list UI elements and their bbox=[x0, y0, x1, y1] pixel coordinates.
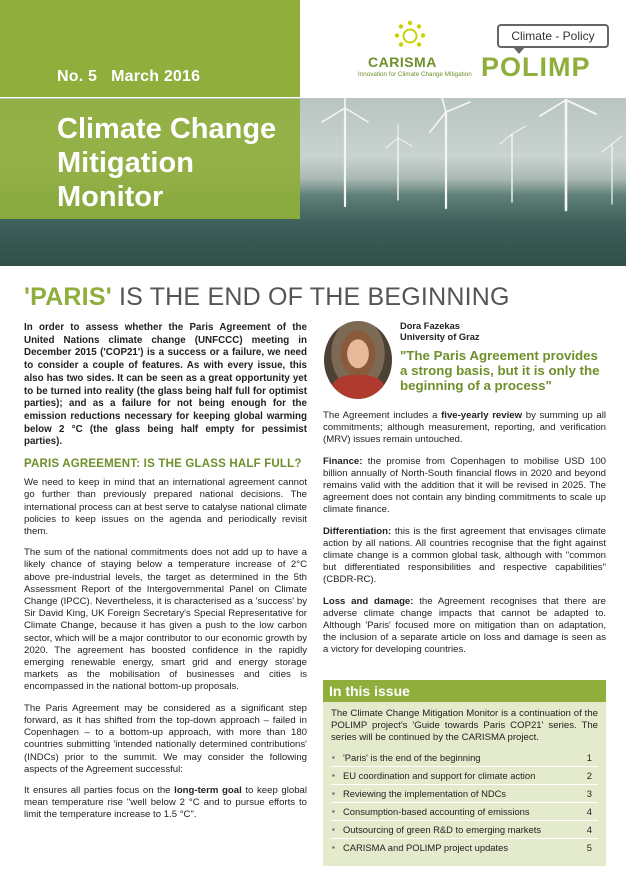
carisma-tagline: Innovation for Climate Change Mitigation bbox=[358, 71, 472, 78]
in-this-issue-intro: The Climate Change Mitigation Monitor is a continuation of the POLIMP project's 'Guide towards Paris COP21' series. The series will be continued by the CARISMA project. bbox=[331, 708, 598, 744]
contents-item-page: 4 bbox=[586, 823, 592, 835]
contents-item-label: EU coordination and support for climate action bbox=[343, 769, 536, 781]
contents-item[interactable] bbox=[331, 839, 598, 857]
loss-damage-text: the Agreement recognises that there are adverse climate change impacts that cannot be adapted to. Although 'Paris' focused more on mitigation than on adaptation, the inclusion of a separate article on loss and damage is seen as a victory for developing countries. bbox=[323, 595, 607, 656]
polimp-wordmark: POLIMP bbox=[481, 52, 591, 82]
r1-text-end: by summing up all commitments; although measurement, reporting, and verification (MRV) issues remain untouched. bbox=[323, 410, 606, 446]
author-name: Dora Fazekas bbox=[400, 321, 460, 331]
pull-quote: "The Paris Agreement provides a strong basis, but it is only the beginning of a process" bbox=[400, 348, 600, 394]
in-this-issue-heading: In this issue bbox=[323, 680, 606, 702]
body-paragraph-3: The Paris Agreement may be considered as a significant step forward, as it has shifted from the top-down approach – failed in Copenhagen – to a bottom-up approach, with more than 180 countries submitting 'intended nationally determined contributions' (INDCs) prior to the summit. We may consider the following aspects of the Agreement successful: bbox=[24, 702, 307, 775]
newsletter-title bbox=[57, 112, 297, 214]
header-white-area bbox=[300, 0, 626, 98]
contents-item[interactable] bbox=[331, 803, 598, 821]
right-column bbox=[323, 410, 606, 666]
polimp-speech-bubble: Climate - Policy bbox=[497, 24, 609, 48]
p4-bold: long-term goal bbox=[174, 784, 242, 796]
issue-date: March 2016 bbox=[111, 68, 201, 85]
newsletter-header bbox=[0, 0, 626, 266]
headline-highlight: 'PARIS' bbox=[24, 283, 112, 311]
finance-text: the promise from Copenhagen to mobilise USD 100 billion annually of North-South financial flows in 2020 and beyond remains valid with the addition that it will be revised in 2025. The agreement does not contain any binding commitments to scale up climate finance. bbox=[323, 455, 606, 516]
contents-item-page: 5 bbox=[586, 841, 592, 853]
contents-item-label: 'Paris' is the end of the beginning bbox=[343, 751, 481, 763]
contents-item-label: Outsourcing of green R&D to emerging markets bbox=[343, 823, 542, 835]
in-this-issue-box bbox=[323, 680, 606, 866]
contents-item-page: 2 bbox=[586, 769, 592, 781]
body-paragraph-1: We need to keep in mind that an international agreement cannot go further than previously prepared national decisions. The international process can at best serve to catalyse national climate policies to keep issues on the agenda and periodically revisit them. bbox=[24, 477, 307, 538]
contents-item-label: Reviewing the implementation of NDCs bbox=[343, 787, 507, 799]
p4-text-end: to keep global mean temperature rise "well below 2 °C and to pursue efforts to limit the temperature increase to 1.5 °C". bbox=[24, 784, 308, 821]
finance-paragraph bbox=[323, 456, 606, 517]
differentiation-text: this is the first agreement that envisages climate action by all nations. All countries recognise that the fight against climate change is a common global task, although with "common but differentiated responsibilities and respective capabilities" (CBDR-RC). bbox=[323, 525, 606, 586]
author-portrait bbox=[324, 321, 392, 399]
title-line-2: Mitigation bbox=[57, 147, 194, 179]
left-column bbox=[24, 322, 307, 831]
issue-info bbox=[57, 68, 200, 86]
body-paragraph-4 bbox=[24, 785, 307, 822]
contents-item[interactable] bbox=[331, 821, 598, 839]
contents-item-label: Consumption-based accounting of emissions bbox=[343, 805, 530, 817]
section-subheading: PARIS AGREEMENT: IS THE GLASS HALF FULL? bbox=[24, 458, 302, 471]
contents-item-page: 1 bbox=[586, 751, 592, 763]
author-block bbox=[400, 321, 480, 343]
review-paragraph bbox=[323, 410, 606, 447]
contents-item-page: 3 bbox=[586, 787, 592, 799]
headline-rest: IS THE END OF THE BEGINNING bbox=[111, 283, 510, 311]
title-line-1: Climate Change bbox=[57, 113, 277, 145]
portrait-scarf bbox=[332, 375, 384, 399]
author-affiliation: University of Graz bbox=[400, 332, 480, 342]
title-line-3: Monitor bbox=[57, 181, 164, 213]
contents-item-label: CARISMA and POLIMP project updates bbox=[343, 841, 509, 853]
loss-damage-label: Loss and damage: bbox=[323, 595, 414, 607]
body-paragraph-2: The sum of the national commitments does not add up to have a likely chance of staying below a temperature increase of 2°C above pre-industrial levels, the target as determined in the 5th Assessment Report of the Intergovernmental Panel on Climate Change (IPCC). Nevertheless, it is characterised as a 'success' by Sir David King, UK Foreign Secretary's Special Representative for Climate Change, because it has given a push to the low carbon sector, which will be a major contributor to our economic growth by 2020. The agreement has boosted confidence in the rapidly emerging renewable energy, smart grid and energy storage markets as the mobilisation of businesses and cities is encompassed in the national bottom-up proposals. bbox=[24, 547, 307, 693]
contents-item[interactable] bbox=[331, 785, 598, 803]
r1-text: The Agreement includes a bbox=[323, 410, 442, 421]
contents-list bbox=[323, 749, 606, 857]
article-headline bbox=[24, 283, 510, 312]
differentiation-paragraph bbox=[323, 526, 606, 587]
r1-bold: five-yearly review bbox=[441, 410, 523, 421]
differentiation-label: Differentiation: bbox=[323, 525, 392, 537]
contents-item[interactable] bbox=[331, 749, 598, 767]
loss-damage-paragraph bbox=[323, 596, 606, 657]
issue-number: No. 5 bbox=[57, 68, 98, 85]
lead-paragraph: In order to assess whether the Paris Agreement of the United Nations climate change (UNFCCC) meeting in December 2015 ('COP21') is a success or a failure, we need to consider a couple of features. As with every issue, this also has two sides. It can be seen as a great opportunity yet to be turned into reality (the glass being half full for optimist parties); and as a failure for not being enough for the emission reductions necessary for keeping global warming below 2 °C (the glass being half empty for pessimist parties). bbox=[24, 322, 307, 448]
finance-label: Finance: bbox=[323, 455, 363, 467]
carisma-wordmark: CARISMA bbox=[368, 54, 437, 70]
contents-item-page: 4 bbox=[586, 805, 592, 817]
p4-text: It ensures all parties focus on the bbox=[24, 784, 175, 796]
contents-item[interactable] bbox=[331, 767, 598, 785]
